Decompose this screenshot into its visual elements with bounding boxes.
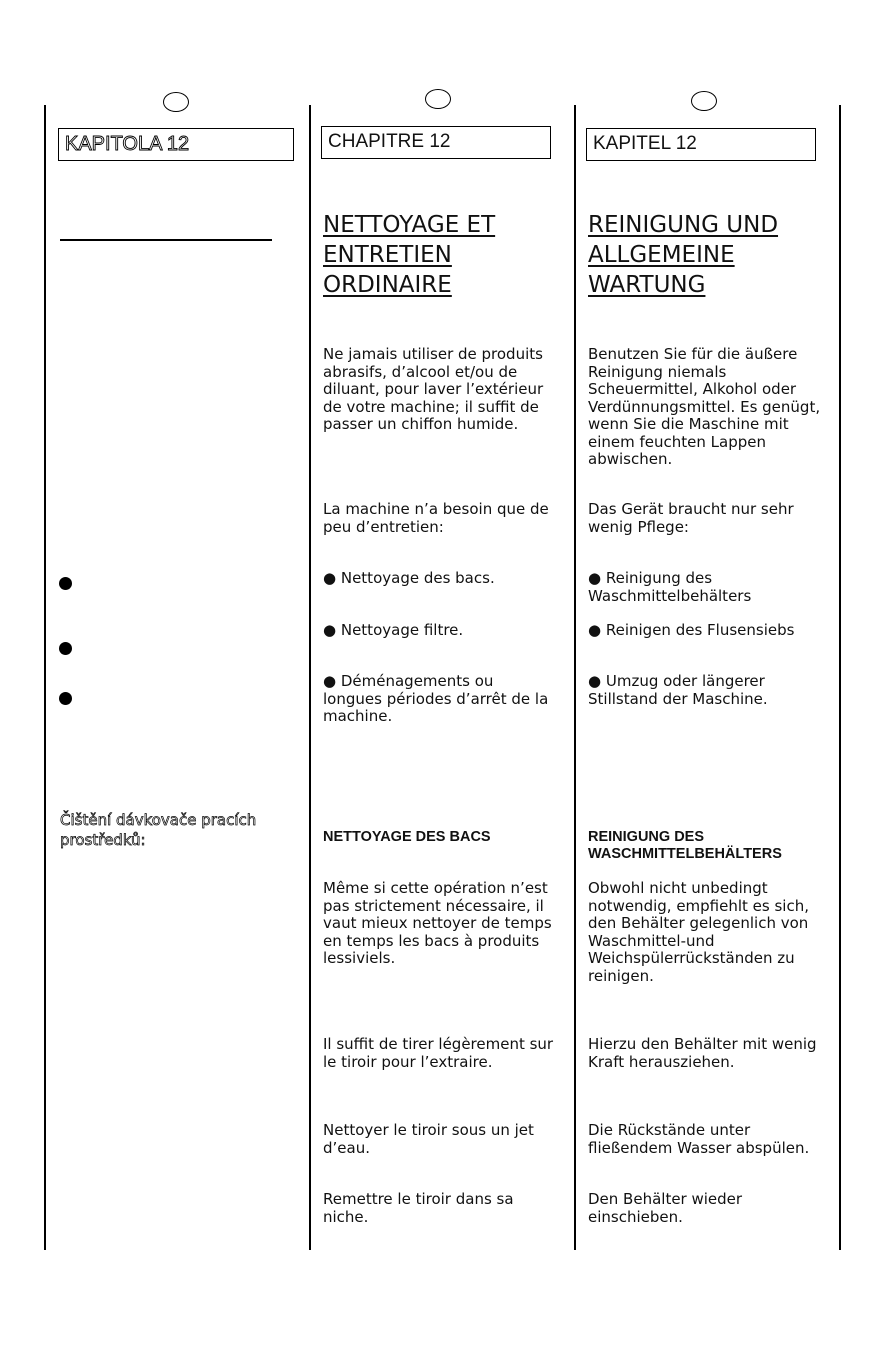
bullet-dot-cz-3 [59, 692, 72, 705]
section-paragraph-de-4: Den Behälter wieder einschieben. [588, 1190, 743, 1226]
maintenance-intro-de: Das Gerät braucht nur sehr wenig Pflege: [588, 500, 794, 536]
column-divider-middle-right [574, 105, 576, 1250]
bullet-item-fr-1: ● Nettoyage des bacs. [323, 569, 495, 587]
maintenance-intro-fr: La machine n’a besoin que de peu d’entretien: [323, 500, 549, 536]
bullet-item-de-3: ● Umzug oder längerer Stillstand der Maschine. [588, 672, 768, 708]
section-paragraph-de-2: Hierzu den Behälter mit wenig Kraft herausziehen. [588, 1035, 817, 1071]
section-heading-fr: NETTOYAGE DES BACS [323, 829, 491, 845]
chapter-box-de: KAPITEL 12 [586, 128, 816, 161]
bullet-item-fr-2: ● Nettoyage filtre. [323, 621, 464, 639]
column-divider-right [839, 105, 841, 1250]
column-divider-middle-left [309, 105, 311, 1250]
intro-paragraph-fr: Ne jamais utiliser de produits abrasifs, d’alcool et/ou de diluant, pour laver l’extérieur de votre machine; il suffit de passer un chiffon humide. [323, 345, 544, 433]
chapter-title-fr [323, 210, 563, 300]
section-paragraph-fr-2: Il suffit de tirer légèrement sur le tiroir pour l’extraire. [323, 1035, 554, 1071]
chapter-title-de-line-3: WARTUNG [588, 272, 706, 298]
chapter-box-cz: KAPITOLA 12 [58, 128, 294, 161]
chapter-title-fr-line-3: ORDINAIRE [323, 272, 452, 298]
title-underline-cz [60, 239, 272, 241]
intro-paragraph-de: Benutzen Sie für die äußere Reinigung niemals Scheuermittel, Alkohol oder Verdünnungsmittel. Es genügt, wenn Sie die Maschine mit einem feuchten Lappen abwischen. [588, 345, 821, 468]
bullet-item-de-2: ● Reinigen des Flusensiebs [588, 621, 795, 639]
chapter-title-de-line-1: REINIGUNG UND [588, 212, 779, 238]
chapter-title-de-line-2: ALLGEMEINE [588, 242, 735, 268]
column-divider-left [44, 105, 46, 1250]
chapter-box-fr: CHAPITRE 12 [321, 126, 551, 159]
bullet-dot-cz-2 [59, 642, 72, 655]
bullet-dot-cz-1 [59, 577, 72, 590]
language-marker-cz [163, 92, 189, 112]
section-paragraph-fr-3: Nettoyer le tiroir sous un jet d’eau. [323, 1121, 534, 1157]
bullet-item-fr-3: ● Déménagements ou longues périodes d’arrêt de la machine. [323, 672, 549, 725]
section-heading-de: REINIGUNG DES WASCHMITTELBEHÄLTERS [588, 829, 782, 862]
language-marker-de [691, 91, 717, 111]
section-paragraph-de-3: Die Rückstände unter fließendem Wasser abspülen. [588, 1121, 810, 1157]
section-paragraph-fr-1: Même si cette opération n’est pas strictement nécessaire, il vaut mieux nettoyer de temps en temps les bacs à produits lessiviels. [323, 879, 552, 967]
chapter-title-fr-line-2: ENTRETIEN [323, 242, 452, 268]
chapter-title-fr-line-1: NETTOYAGE ET [323, 212, 496, 238]
section-paragraph-de-1: Obwohl nicht unbedingt notwendig, empfiehlt es sich, den Behälter gelegenlich von Waschmittel-und Weichspülerrückständen zu reinigen. [588, 879, 809, 985]
section-heading-cz: Čištění dávkovače pracích prostředků: [60, 811, 257, 849]
bullet-item-de-1: ● Reinigung des Waschmittelbehälters [588, 569, 752, 605]
language-marker-fr [425, 89, 451, 109]
chapter-title-de [588, 210, 828, 300]
section-paragraph-fr-4: Remettre le tiroir dans sa niche. [323, 1190, 514, 1226]
